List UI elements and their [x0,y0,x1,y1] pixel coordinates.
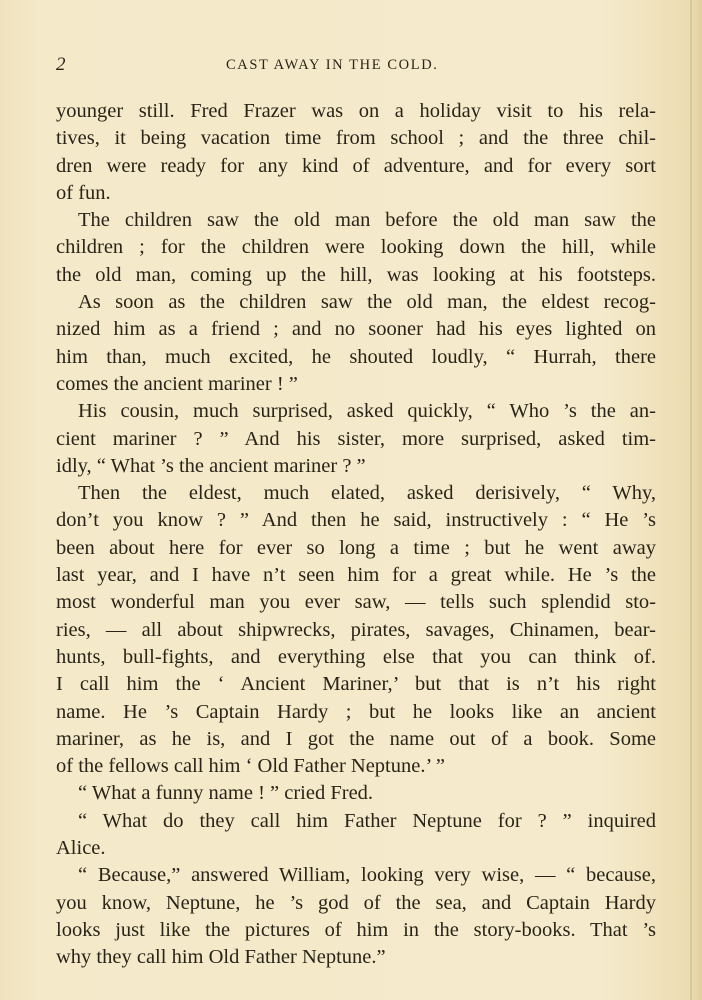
text-line: “ What a funny name ! ” cried Fred. [78,782,374,805]
text-line: His cousin, much surprised, asked quickly, “ Who ’s the an- [78,400,656,423]
body-text [56,98,656,972]
text-line: children ; for the children were looking down the hill, while [56,236,656,259]
running-head [56,54,656,78]
text-line: “ Because,” answered William, looking very wise, — “ because, [78,864,656,887]
text-line: The children saw the old man before the old man saw the [78,209,656,232]
text-line: nized him as a friend ; and no sooner had his eyes lighted on [56,318,656,341]
text-line: most wonderful man you ever saw, — tells such splendid sto- [56,591,656,614]
text-line: hunts, bull-fights, and everything else that you can think of. [56,645,656,668]
text-line: been about here for ever so long a time ; but he went away [56,536,656,559]
text-line: “ What do they call him Father Neptune for ? ” inquired [78,809,656,832]
text-line: looks just like the pictures of him in the story-books. That ’s [56,918,656,941]
text-line: tives, it being vacation time from school ; and the three chil- [56,127,656,150]
page-number: 2 [56,54,66,75]
text-line: I call him the ‘ Ancient Mariner,’ but that is n’t his right [56,673,656,696]
text-line: idly, “ What ’s the ancient mariner ? ” [56,454,366,477]
text-line: dren were ready for any kind of adventure, and for every sort [56,154,656,177]
page-edge [690,0,692,1000]
text-line: you know, Neptune, he ’s god of the sea, and Captain Hardy [56,891,656,914]
text-line: last year, and I have n’t seen him for a great while. He ’s the [56,564,656,587]
text-line: comes the ancient mariner ! ” [56,372,298,395]
text-line: of the fellows call him ‘ Old Father Neptune.’ ” [56,755,445,778]
running-title: CAST AWAY IN THE COLD. [226,57,439,73]
text-line: name. He ’s Captain Hardy ; but he looks like an ancient [56,700,656,723]
text-line: why they call him Old Father Neptune.” [56,946,386,969]
text-line: As soon as the children saw the old man, the eldest recog- [78,291,656,314]
text-line: ries, — all about shipwrecks, pirates, savages, Chinamen, bear- [56,618,656,641]
text-line: mariner, as he is, and I got the name out of a book. Some [56,727,656,750]
text-line: don’t you know ? ” And then he said, instructively : “ He ’s [56,509,656,532]
text-line: Alice. [56,837,106,860]
text-line: the old man, coming up the hill, was looking at his footsteps. [56,263,656,286]
text-line: him than, much excited, he shouted loudly, “ Hurrah, there [56,345,656,368]
text-line: of fun. [56,181,111,204]
text-line: cient mariner ? ” And his sister, more surprised, asked tim- [56,427,656,450]
text-line: Then the eldest, much elated, asked derisively, “ Why, [78,482,656,505]
text-line: younger still. Fred Frazer was on a holiday visit to his rela- [56,100,656,122]
